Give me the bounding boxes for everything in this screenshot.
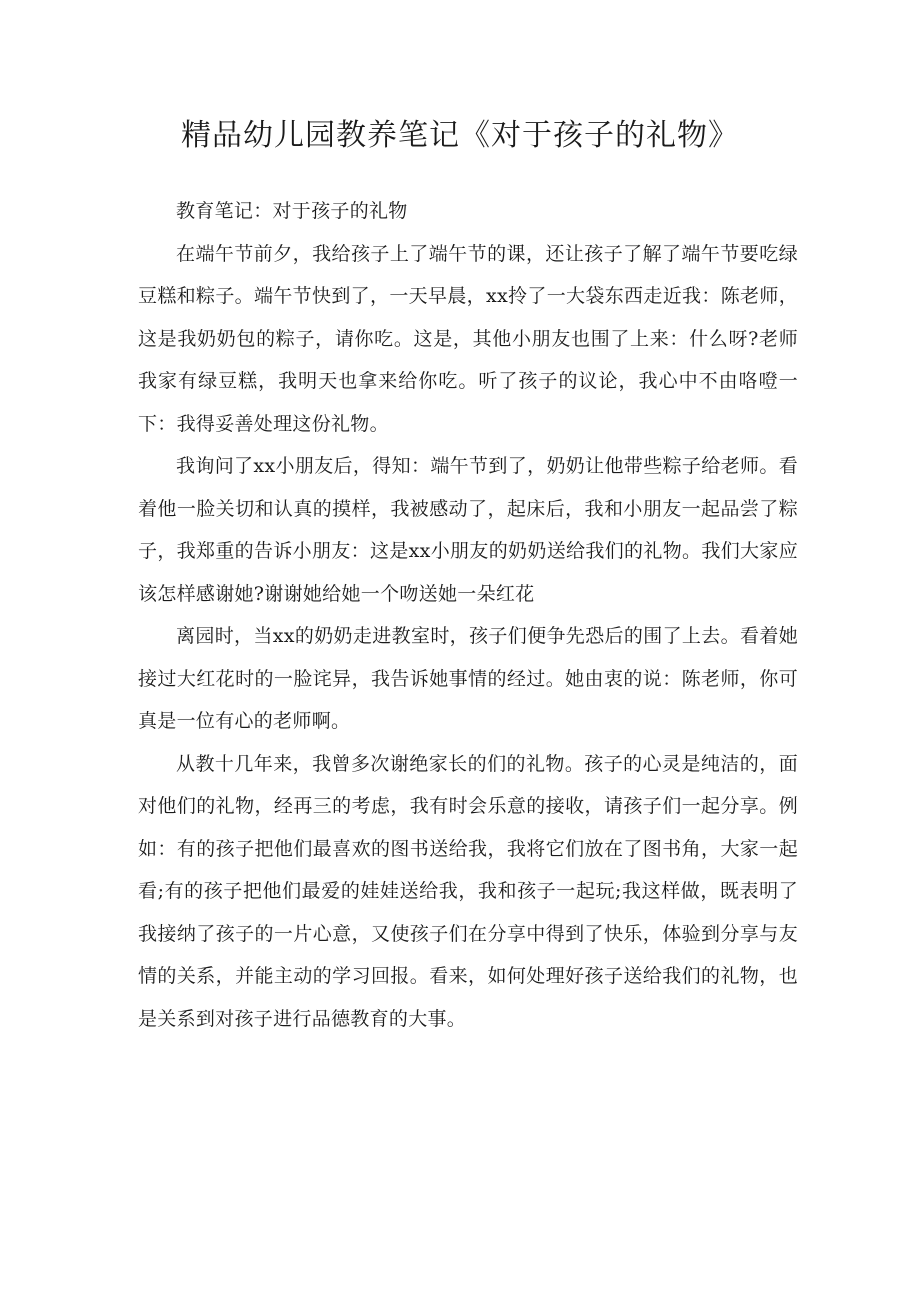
paragraph: 离园时，当xx的奶奶走进教室时，孩子们便争先恐后的围了上去。看着她接过大红花时的一脸诧异，我告诉她事情的经过。她由衷的说：陈老师，你可真是一位有心的老师啊。: [138, 625, 798, 732]
paragraph: 从教十几年来，我曾多次谢绝家长的们的礼物。孩子的心灵是纯洁的，面对他们的礼物，经再三的考虑，我有时会乐意的接收，请孩子们一起分享。例如：有的孩子把他们最喜欢的图书送给我，我将它们放在了图书角，大家一起看;有的孩子把他们最爱的娃娃送给我，我和孩子一起玩;我这样做，既表明了我接纳了孩子的一片心意，又使孩子们在分享中得到了快乐，体验到分享与友情的关系，并能主动的学习回报。看来，如何处理好孩子送给我们的礼物，也是关系到对孩子进行品德教育的大事。: [138, 752, 798, 1030]
paragraph: 我询问了xx小朋友后，得知：端午节到了，奶奶让他带些粽子给老师。看着他一脸关切和认真的摸样，我被感动了，起床后，我和小朋友一起品尝了粽子，我郑重的告诉小朋友：这是xx小朋友的奶奶送给我们的礼物。我们大家应该怎样感谢她?谢谢她给她一个吻送她一朵红花: [138, 455, 798, 605]
document-body: [138, 190, 798, 1040]
paragraph-subtitle: 教育笔记：对于孩子的礼物: [176, 200, 408, 222]
paragraph: 在端午节前夕，我给孩子上了端午节的课，还让孩子了解了端午节要吃绿豆糕和粽子。端午节快到了，一天早晨，xx拎了一大袋东西走近我：陈老师，这是我奶奶包的粽子，请你吃。这是，其他小朋友也围了上来：什么呀?老师我家有绿豆糕，我明天也拿来给你吃。听了孩子的议论，我心中不由咯噔一下：我得妥善处理这份礼物。: [138, 242, 798, 435]
document-title: 精品幼儿园教养笔记《对于孩子的礼物》: [181, 118, 739, 153]
